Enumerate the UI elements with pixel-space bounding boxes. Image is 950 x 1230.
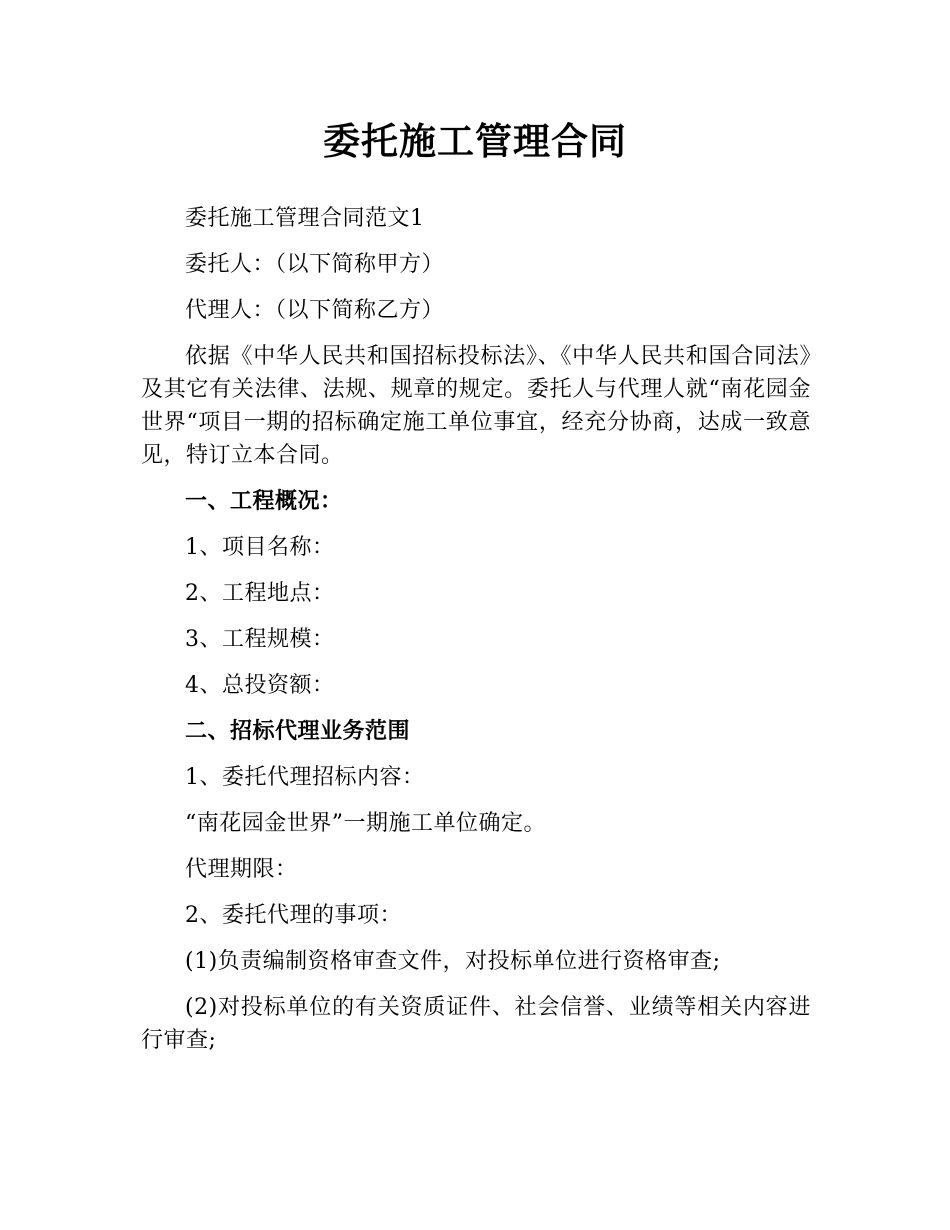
section-heading-agency-scope: 二、招标代理业务范围 (185, 719, 411, 744)
document-title: 委托施工管理合同 (323, 120, 627, 163)
list-item-matter-2: (2)对投标单位的有关资质证件、社会信誉、业绩等相关内容进行审查; (141, 995, 811, 1053)
list-item-project-location: 2、工程地点： (185, 581, 335, 606)
paragraph-agent: 代理人：（以下简称乙方） (185, 298, 445, 323)
paragraph-principal: 委托人：（以下简称甲方） (185, 252, 445, 277)
list-item-project-scale: 3、工程规模： (185, 627, 335, 652)
paragraph-subtitle: 委托施工管理合同范文1 (185, 206, 425, 231)
list-item-tender-content: 1、委托代理招标内容： (185, 765, 425, 790)
section-heading-project-overview: 一、工程概况： (185, 489, 343, 514)
document-body (141, 202, 811, 1070)
paragraph-agency-period: 代理期限： (185, 857, 298, 882)
paragraph-preamble: 依据《中华人民共和国招标投标法》、《中华人民共和国合同法》及其它有关法律、法规、规章的规定。委托人与代理人就“南花园金世界“项目一期的招标确定施工单位事宜，经充分协商，达成一致意见，特订立本合同。 (141, 344, 811, 468)
list-item-total-investment: 4、总投资额： (185, 673, 335, 698)
paragraph-tender-content-detail: “南花园金世界”一期施工单位确定。 (185, 811, 546, 836)
list-item-agency-matters: 2、委托代理的事项： (185, 903, 402, 928)
list-item-project-name: 1、项目名称： (185, 535, 335, 560)
list-item-matter-1: (1)负责编制资格审查文件，对投标单位进行资格审查; (185, 949, 721, 974)
